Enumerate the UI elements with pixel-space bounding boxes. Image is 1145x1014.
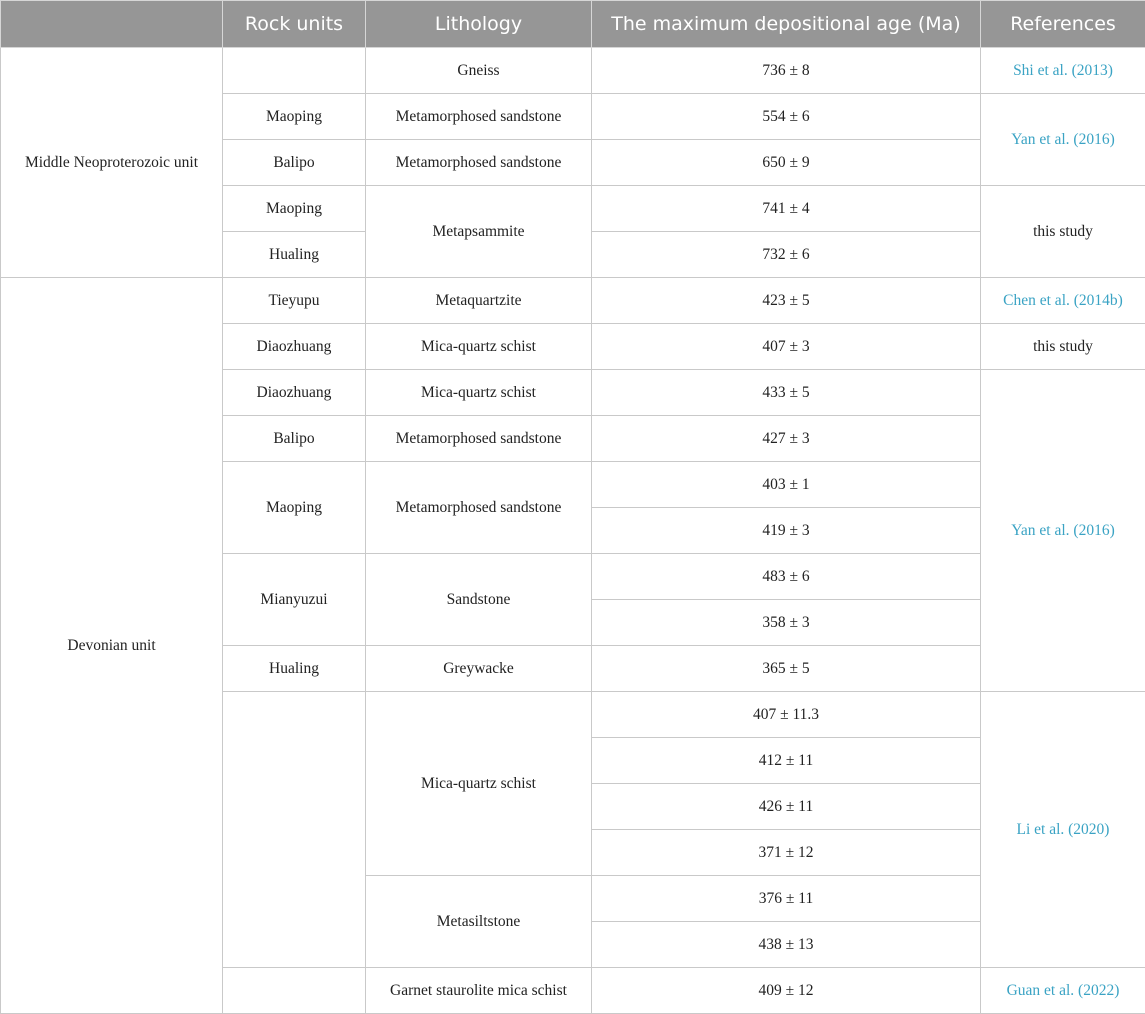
header-max-depositional-age: The maximum depositional age (Ma) [592, 1, 981, 48]
header-row [1, 1, 1145, 48]
header-lithology: Lithology [366, 1, 592, 48]
header-rock-units: Rock units [223, 1, 366, 48]
reference-link[interactable]: Shi et al. (2013) [981, 48, 1145, 94]
age-cell: 732 ± 6 [592, 232, 981, 278]
age-cell: 426 ± 11 [592, 784, 981, 830]
rock-unit-cell: Diaozhuang [223, 324, 366, 370]
rock-unit-cell [223, 48, 366, 94]
lithology-cell: Metapsammite [366, 186, 592, 278]
age-cell: 554 ± 6 [592, 94, 981, 140]
age-cell: 358 ± 3 [592, 600, 981, 646]
lithology-cell: Mica-quartz schist [366, 370, 592, 416]
lithology-cell: Mica-quartz schist [366, 692, 592, 876]
rock-unit-cell: Balipo [223, 140, 366, 186]
age-cell: 409 ± 12 [592, 968, 981, 1014]
reference-cell: this study [981, 324, 1145, 370]
rock-unit-cell [223, 692, 366, 968]
rock-unit-cell: Diaozhuang [223, 370, 366, 416]
lithology-cell: Metamorphosed sandstone [366, 462, 592, 554]
rock-unit-cell: Tieyupu [223, 278, 366, 324]
rock-unit-cell: Maoping [223, 462, 366, 554]
header-unit [1, 1, 223, 48]
lithology-cell: Metaquartzite [366, 278, 592, 324]
age-cell: 365 ± 5 [592, 646, 981, 692]
rock-unit-cell: Maoping [223, 186, 366, 232]
age-cell: 427 ± 3 [592, 416, 981, 462]
reference-link[interactable]: Yan et al. (2016) [981, 94, 1145, 186]
lithology-cell: Metamorphosed sandstone [366, 94, 592, 140]
reference-cell: this study [981, 186, 1145, 278]
age-cell: 741 ± 4 [592, 186, 981, 232]
age-cell: 650 ± 9 [592, 140, 981, 186]
age-cell: 407 ± 11.3 [592, 692, 981, 738]
age-cell: 407 ± 3 [592, 324, 981, 370]
age-cell: 423 ± 5 [592, 278, 981, 324]
rock-unit-cell: Hualing [223, 232, 366, 278]
header-references: References [981, 1, 1145, 48]
age-cell: 419 ± 3 [592, 508, 981, 554]
age-cell: 412 ± 11 [592, 738, 981, 784]
table-row [1, 278, 1145, 324]
age-cell: 736 ± 8 [592, 48, 981, 94]
age-cell: 438 ± 13 [592, 922, 981, 968]
age-cell: 433 ± 5 [592, 370, 981, 416]
reference-link[interactable]: Yan et al. (2016) [981, 370, 1145, 692]
lithology-cell: Mica-quartz schist [366, 324, 592, 370]
lithology-cell: Metamorphosed sandstone [366, 416, 592, 462]
lithology-cell: Sandstone [366, 554, 592, 646]
age-cell: 376 ± 11 [592, 876, 981, 922]
age-cell: 403 ± 1 [592, 462, 981, 508]
table-row [1, 48, 1145, 94]
reference-link[interactable]: Chen et al. (2014b) [981, 278, 1145, 324]
reference-link[interactable]: Li et al. (2020) [981, 692, 1145, 968]
lithology-cell: Garnet staurolite mica schist [366, 968, 592, 1014]
lithology-cell: Gneiss [366, 48, 592, 94]
age-cell: 371 ± 12 [592, 830, 981, 876]
rock-unit-cell: Maoping [223, 94, 366, 140]
lithology-cell: Greywacke [366, 646, 592, 692]
rock-unit-cell: Hualing [223, 646, 366, 692]
rock-unit-cell: Balipo [223, 416, 366, 462]
unit-cell: Devonian unit [1, 278, 223, 1014]
unit-cell: Middle Neoproterozoic unit [1, 48, 223, 278]
reference-link[interactable]: Guan et al. (2022) [981, 968, 1145, 1014]
lithology-cell: Metasiltstone [366, 876, 592, 968]
age-cell: 483 ± 6 [592, 554, 981, 600]
lithology-cell: Metamorphosed sandstone [366, 140, 592, 186]
rock-unit-cell: Mianyuzui [223, 554, 366, 646]
